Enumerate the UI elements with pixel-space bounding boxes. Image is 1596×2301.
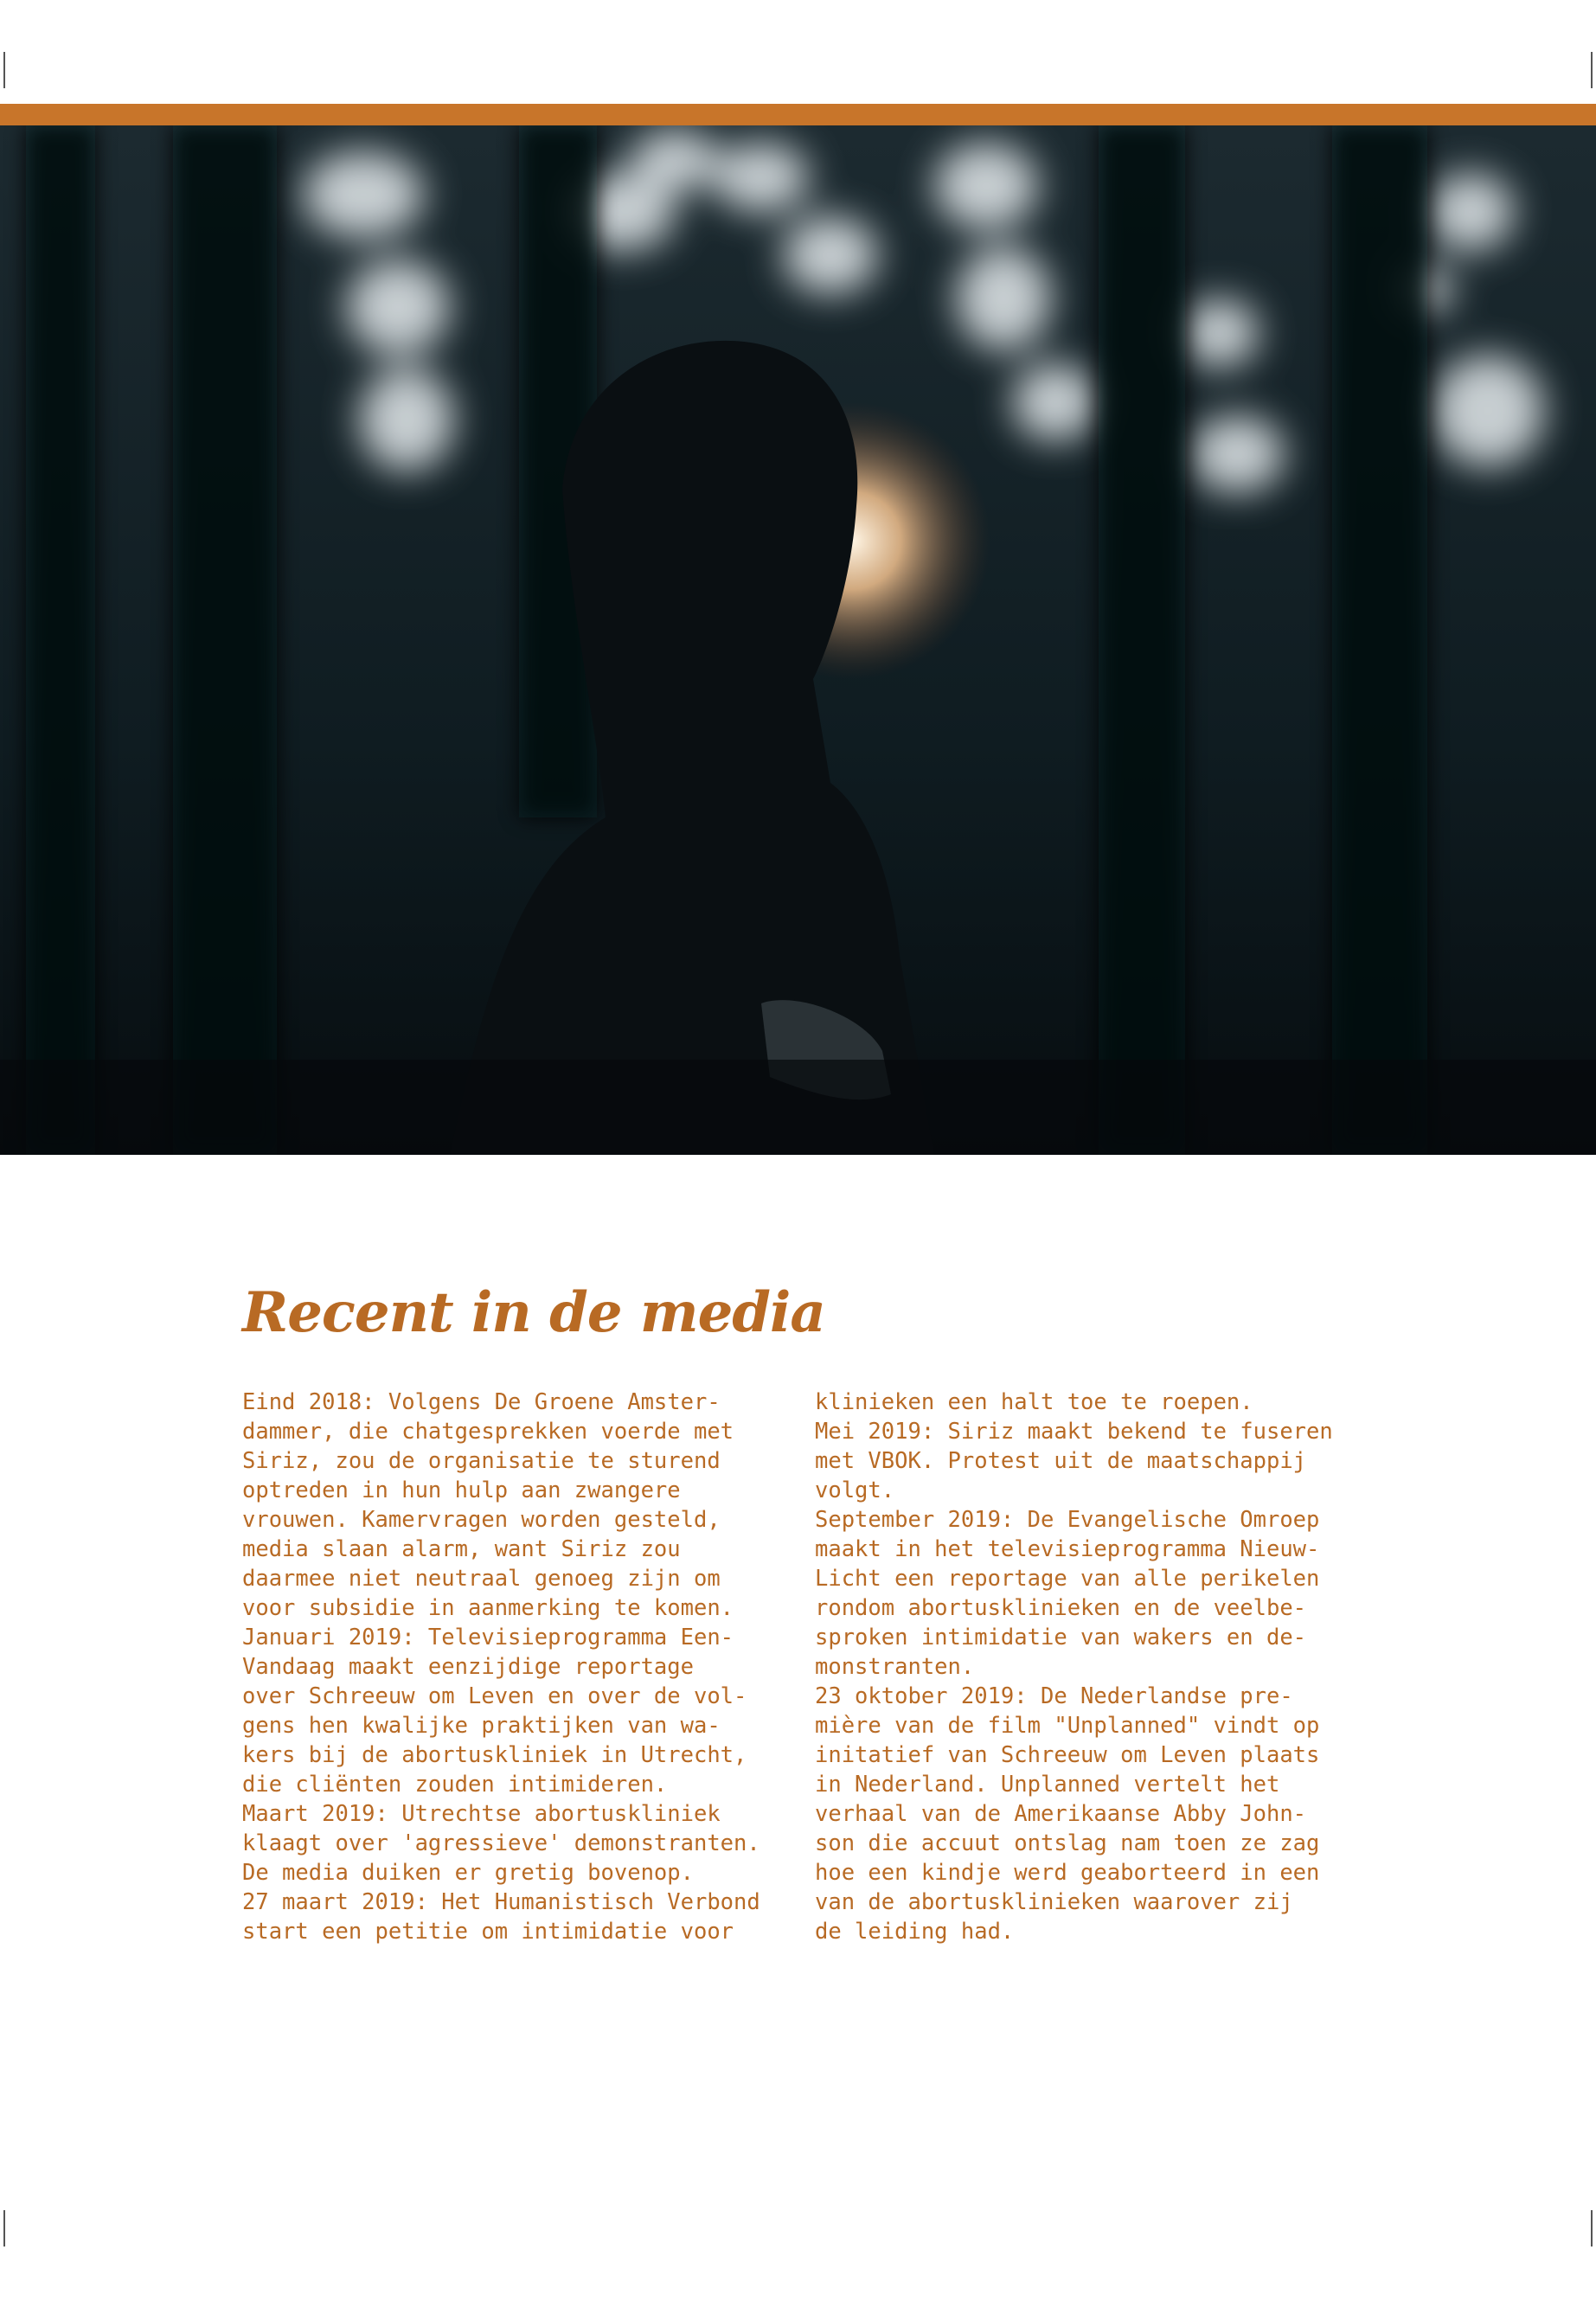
text-line: Licht een reportage van alle perikelen <box>815 1566 1320 1592</box>
text-line: over Schreeuw om Leven en over de vol- <box>242 1683 747 1709</box>
crop-mark-top-left <box>3 52 5 88</box>
header-photo <box>0 125 1596 1155</box>
text-line: met VBOK. Protest uit de maatschappij <box>815 1448 1307 1474</box>
header-accent-bar <box>0 104 1596 125</box>
section-title: Recent in de media <box>242 1280 825 1345</box>
text-line: rondom abortusklinieken en de veelbe- <box>815 1595 1307 1621</box>
text-line: Maart 2019: Utrechtse abortuskliniek <box>242 1801 721 1827</box>
text-line: Siriz, zou de organisatie te sturend <box>242 1448 721 1474</box>
text-line: voor subsidie in aanmerking te komen. <box>242 1595 734 1621</box>
text-line: dammer, die chatgesprekken voerde met <box>242 1419 734 1445</box>
text-line: start een petitie om intimidatie voor <box>242 1919 734 1945</box>
text-line: volgt. <box>815 1477 895 1503</box>
text-line: 27 maart 2019: Het Humanistisch Verbond <box>242 1889 760 1915</box>
column-paragraph <box>242 1388 787 1946</box>
text-line: mière van de film "Unplanned" vindt op <box>815 1713 1320 1739</box>
text-line: September 2019: De Evangelische Omroep <box>815 1507 1320 1533</box>
text-line: optreden in hun hulp aan zwangere <box>242 1477 681 1503</box>
text-line: monstranten. <box>815 1654 975 1680</box>
text-line: daarmee niet neutraal genoeg zijn om <box>242 1566 721 1592</box>
text-line: klaagt over 'agressieve' demonstranten. <box>242 1830 760 1856</box>
text-line: klinieken een halt toe te roepen. <box>815 1389 1253 1415</box>
text-line: Januari 2019: Televisieprogramma Een- <box>242 1625 734 1650</box>
text-line: hoe een kindje werd geaborteerd in een <box>815 1860 1320 1886</box>
text-line: maakt in het televisieprogramma Nieuw- <box>815 1536 1320 1562</box>
text-line: verhaal van de Amerikaanse Abby John- <box>815 1801 1307 1827</box>
text-line: sproken intimidatie van wakers en de- <box>815 1625 1307 1650</box>
crop-mark-bottom-right <box>1591 2210 1593 2247</box>
text-column-left <box>242 1388 787 1946</box>
text-line: son die accuut ontslag nam toen ze zag <box>815 1830 1320 1856</box>
crop-mark-bottom-left <box>3 2210 5 2247</box>
text-line: die cliënten zouden intimideren. <box>242 1772 668 1798</box>
text-line: van de abortusklinieken waarover zij <box>815 1889 1293 1915</box>
text-column-right <box>815 1388 1360 1946</box>
column-paragraph <box>815 1388 1360 1946</box>
text-line: gens hen kwalijke praktijken van wa- <box>242 1713 721 1739</box>
text-line: vrouwen. Kamervragen worden gesteld, <box>242 1507 721 1533</box>
text-line: de leiding had. <box>815 1919 1015 1945</box>
text-line: Vandaag maakt eenzijdige reportage <box>242 1654 694 1680</box>
crop-mark-top-right <box>1591 52 1593 88</box>
text-line: initatief van Schreeuw om Leven plaats <box>815 1742 1320 1768</box>
text-line: in Nederland. Unplanned vertelt het <box>815 1772 1280 1798</box>
text-line: Mei 2019: Siriz maakt bekend te fuseren <box>815 1419 1333 1445</box>
text-line: De media duiken er gretig bovenop. <box>242 1860 694 1886</box>
text-line: media slaan alarm, want Siriz zou <box>242 1536 681 1562</box>
text-line: Eind 2018: Volgens De Groene Amster- <box>242 1389 721 1415</box>
text-line: 23 oktober 2019: De Nederlandse pre- <box>815 1683 1293 1709</box>
text-line: kers bij de abortuskliniek in Utrecht, <box>242 1742 747 1768</box>
